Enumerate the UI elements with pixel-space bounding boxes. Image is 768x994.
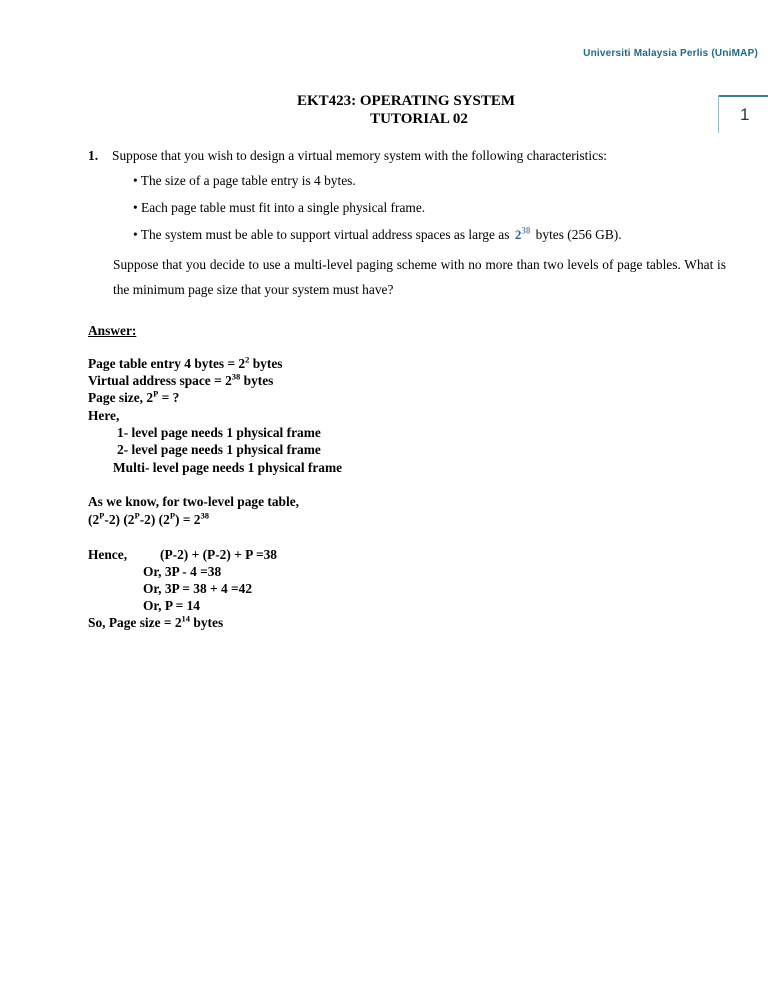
so-post: bytes: [190, 615, 224, 630]
bullet-page-entry: • The size of a page table entry is 4 bytes.: [133, 173, 356, 188]
answer-page-size: [88, 389, 179, 406]
vas-post: bytes: [240, 373, 274, 388]
eq-p3: P: [169, 510, 176, 521]
eq-a: (2: [88, 512, 100, 527]
answer-conclusion: [88, 614, 223, 631]
answer-or-1: Or, 3P - 4 =38: [143, 564, 222, 579]
course-title: EKT423: OPERATING SYSTEM: [296, 93, 516, 109]
entry-post: bytes: [249, 356, 283, 371]
eq-p1: P: [99, 510, 105, 521]
so-pre: So, Page size = 2: [88, 615, 182, 630]
bullet-address-space: [133, 227, 622, 243]
document-title: [0, 92, 768, 128]
answer-equation: [88, 511, 209, 528]
eq-d: ) = 2: [175, 512, 201, 527]
answer-hence: Hence,: [88, 547, 128, 562]
bullet-address-space-tail: bytes (256 GB).: [535, 227, 622, 242]
ps-pre: Page size, 2: [88, 390, 154, 405]
page-number: 1: [740, 105, 750, 124]
answer-here: Here,: [88, 408, 120, 423]
power-image: [515, 227, 531, 243]
answer-multi-level: Multi- level page needs 1 physical frame: [113, 460, 343, 475]
eq-p2: P: [134, 510, 140, 521]
answer-label: Answer:: [88, 323, 137, 338]
institution-header: Universiti Malaysia Perlis (UniMAP): [583, 48, 758, 59]
answer-as-we-know: As we know, for two-level page table,: [88, 494, 300, 509]
question-paragraph: Suppose that you decide to use a multi-level paging scheme with no more than two levels of page tables. What is the minimum page size that your system must have?: [113, 257, 726, 297]
answer-level-1: 1- level page needs 1 physical frame: [117, 425, 321, 440]
entry-pre: Page table entry 4 bytes = 2: [88, 356, 246, 371]
bullet-frame: • Each page table must fit into a single physical frame.: [133, 200, 426, 215]
answer-or-2: Or, 3P = 38 + 4 =42: [143, 581, 253, 596]
vas-pre: Virtual address space = 2: [88, 373, 232, 388]
eq-exp: 38: [200, 510, 209, 521]
ps-exp: P: [153, 388, 159, 399]
entry-exp: 2: [245, 354, 250, 365]
eq-b: -2) (2: [104, 512, 135, 527]
ps-post: = ?: [158, 390, 180, 405]
power-base: 2: [514, 227, 522, 242]
question-number: 1.: [88, 148, 99, 163]
so-exp: 14: [181, 613, 191, 624]
question-text: Suppose that you wish to design a virtual memory system with the following characteristics:: [112, 148, 607, 163]
tutorial-title: TUTORIAL 02: [370, 111, 468, 127]
bullet-address-space-text: • The system must be able to support virtual address spaces as large as: [133, 227, 510, 242]
answer-or-3: Or, P = 14: [143, 598, 200, 613]
power-exponent: 38: [521, 225, 531, 236]
vas-exp: 38: [231, 371, 241, 382]
answer-hence-equation: (P-2) + (P-2) + P =38: [160, 547, 277, 562]
eq-c: -2) (2: [139, 512, 170, 527]
answer-level-2: 2- level page needs 1 physical frame: [117, 442, 321, 457]
answer-virtual-space: [88, 372, 273, 389]
answer-page-entry: [88, 355, 283, 372]
